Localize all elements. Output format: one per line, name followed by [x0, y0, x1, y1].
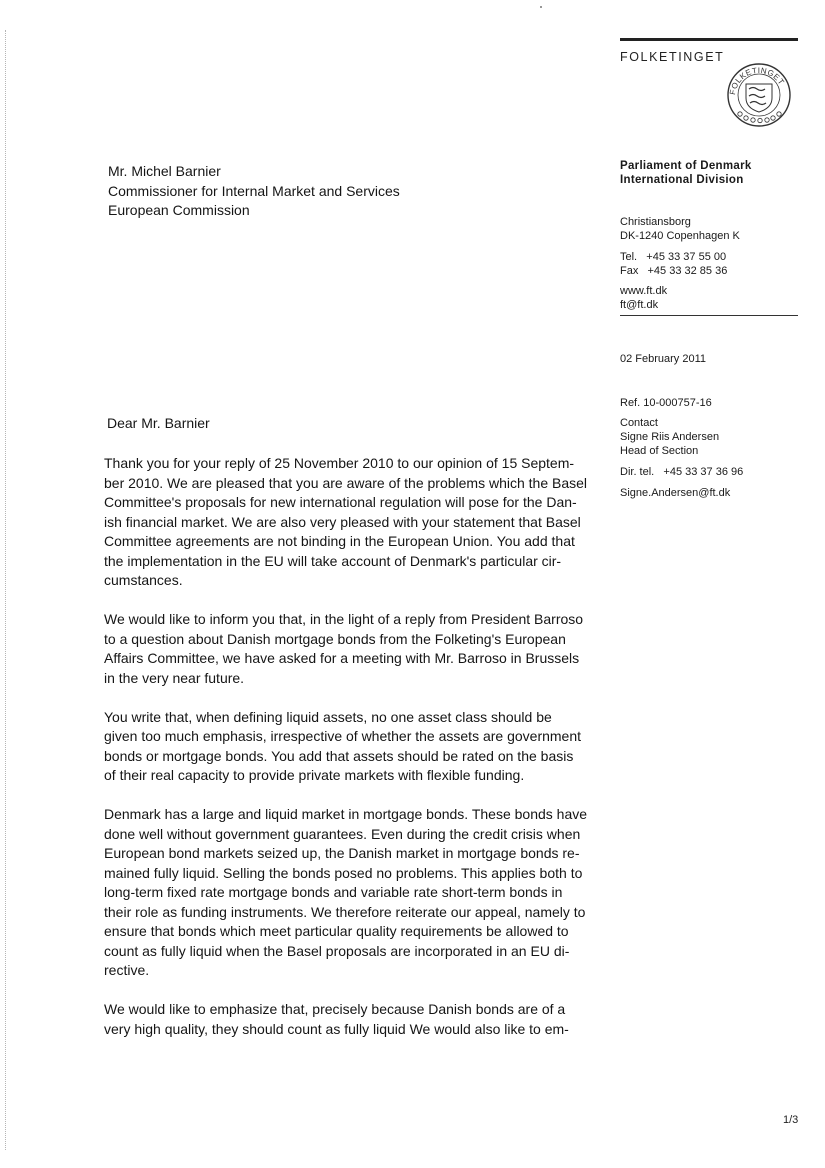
text-line: rective. [104, 962, 150, 978]
text-line: cumstances. [104, 572, 183, 588]
text-line: ish financial market. We are also very pleased with your statement that Basel [104, 513, 581, 530]
text-line: of their real capacity to provide private markets with flexible funding. [104, 767, 525, 783]
paragraph [104, 454, 604, 591]
paragraph [104, 610, 604, 688]
recipient-name: Mr. Michel Barnier [108, 163, 221, 179]
sender-rule [620, 315, 798, 316]
letterhead-rule [620, 38, 798, 41]
text-line: to a question about Danish mortgage bonds from the Folketing's European [104, 630, 566, 647]
sender-parliament: Parliament of Denmark [620, 160, 752, 172]
contact-role: Head of Section [620, 445, 699, 457]
paragraph [104, 1000, 604, 1039]
contact-email: Signe.Andersen@ft.dk [620, 487, 731, 499]
sender-website: www.ft.dk [620, 285, 668, 297]
paragraph [104, 805, 604, 981]
text-line: Committee's proposals for new international regulation will pose for the Dan- [104, 494, 577, 510]
scan-edge-line [5, 30, 6, 1150]
salutation: Dear Mr. Barnier [107, 415, 210, 431]
letter-body [104, 454, 604, 1059]
address-line-1: Christiansborg [620, 216, 691, 228]
parliament-seal-icon [726, 62, 792, 128]
text-line: You write that, when defining liquid assets, no one asset class should be [104, 708, 552, 725]
text-line: the implementation in the EU will take account of Denmark's particular cir- [104, 552, 562, 569]
sender-email: ft@ft.dk [620, 299, 659, 311]
reference-block [620, 396, 800, 410]
scan-speck [540, 6, 542, 8]
contact-direct-tel: Dir. tel. +45 33 37 36 96 [620, 466, 744, 478]
contact-name: Signe Riis Andersen [620, 431, 720, 443]
text-line: in the very near future. [104, 669, 245, 686]
sender-phones [620, 250, 800, 278]
text-line: European bond markets seized up, the Danish market in mortgage bonds re- [104, 845, 580, 861]
text-line: We would like to emphasize that, precisely because Danish bonds are of a [104, 1001, 566, 1017]
text-line: count as fully liquid when the Basel proposals are incorporated in an EU di- [104, 942, 570, 959]
text-line: Committee agreements are not binding in the European Union. You add that [104, 533, 575, 549]
recipient-organization: European Commission [108, 202, 250, 218]
page-number: 1/3 [783, 1114, 799, 1126]
text-line: Thank you for your reply of 25 November 2010 to our opinion of 15 Septem- [104, 455, 575, 471]
sender-division: International Division [620, 174, 744, 186]
contact-details [620, 465, 800, 479]
recipient-block [108, 162, 400, 221]
svg-text:FOLKETINGET: FOLKETINGET [728, 65, 787, 96]
contact-block [620, 416, 800, 458]
text-line: given too much emphasis, irrespective of whether the assets are government [104, 728, 582, 744]
text-line: ber 2010. We are pleased that you are aware of the problems which the Basel [104, 474, 588, 491]
sender-address [620, 215, 800, 243]
text-line: long-term fixed rate mortgage bonds and variable rate short-term bonds in [104, 884, 563, 900]
reference-number: Ref. 10-000757-16 [620, 397, 712, 409]
sender-block [620, 159, 800, 187]
sender-online [620, 284, 800, 312]
text-line: bonds or mortgage bonds. You add that assets should be rated on the basis [104, 747, 574, 764]
text-line: ensure that bonds which meet particular quality requirements be allowed to [104, 923, 569, 939]
recipient-title: Commissioner for Internal Market and Services [108, 182, 400, 199]
contact-label: Contact [620, 417, 658, 429]
text-line: mained fully liquid. Selling the bonds posed no problems. This applies both to [104, 864, 583, 881]
institution-name: FOLKETINGET [620, 50, 725, 64]
paragraph [104, 708, 604, 786]
text-line: We would like to inform you that, in the light of a reply from President Barroso [104, 611, 584, 627]
text-line: done well without government guarantees. Even during the credit crisis when [104, 825, 581, 842]
sender-tel: Tel. +45 33 37 55 00 [620, 251, 727, 263]
text-line: Denmark has a large and liquid market in mortgage bonds. These bonds have [104, 806, 588, 822]
sender-fax: Fax +45 33 32 85 36 [620, 265, 728, 277]
letter-date: 02 February 2011 [620, 353, 707, 365]
text-line: their role as funding instruments. We therefore reiterate our appeal, namely to [104, 903, 586, 920]
text-line: Affairs Committee, we have asked for a meeting with Mr. Barroso in Brussels [104, 650, 580, 666]
text-line: very high quality, they should count as fully liquid We would also like to em- [104, 1020, 569, 1037]
address-line-2: DK-1240 Copenhagen K [620, 230, 740, 242]
contact-email-block [620, 486, 800, 500]
